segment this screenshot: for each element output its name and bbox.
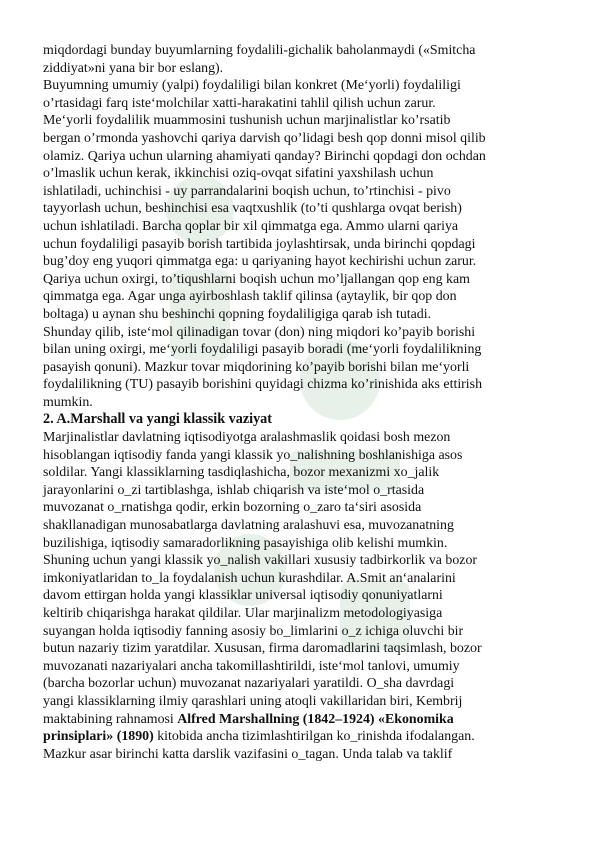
bold-citation: prinsiplari» (1890) xyxy=(43,729,154,745)
text-line: foydalilikning (TU) pasayib borishini quyidagi chizma ko’rinishida aks ettirish xyxy=(43,377,483,393)
text-line: davom ettirgan holda yangi klassiklar universal iqtisodiy qonuniyatlarni xyxy=(43,588,443,604)
text-line: tayyorlash uchun, beshinchisi esa vaqtxushlik (to’ti qushlarga ovqat berish) xyxy=(43,201,462,217)
text-line: bergan o’rmonda yashovchi qariya darvish qo’lidagi besh qop donni misol qilib xyxy=(43,130,486,146)
text-line: miqdordagi bunday buyumlarning foydalili-gichalik baholanmaydi («Smitcha xyxy=(43,43,476,58)
text-line: Mazkur asar birinchi katta darslik vazifasini o_tagan. Unda talab va taklif xyxy=(43,746,453,762)
text-line: muvozanati nazariyalari ancha takomillashtirildi, iste‘mol tanlovi, umumiy xyxy=(43,658,460,674)
text-line: ishlatiladi, uchinchisi - uy parrandalarini boqish uchun, to’rtinchisi - pivo xyxy=(43,183,451,199)
text-line: boltaga) u aynan shu beshinchi qopning foydaliligiga qarab ish tutadi. xyxy=(43,306,432,322)
text-line: Me‘yorli foydalilik muammosini tushunish uchun marjinalistlar ko’rsatib xyxy=(43,113,451,129)
text-line: bilan uning oxirgi, me‘yorli foydaliligi pasayib boradi (me‘yorli foydalilikning xyxy=(43,342,482,358)
bold-citation: Alfred Marshallning (1842–1924) «Ekonomika xyxy=(177,711,454,727)
text-line: keltirib chiqarishga harakat qildilar. Ular marjinalizm metodologiyasiga xyxy=(43,606,443,621)
text-line: muvozanat o_rnatishga qodir, erkin bozorning o_zaro ta‘siri asosida xyxy=(43,500,422,516)
text-line xyxy=(43,711,563,729)
text-line: o’lmaslik uchun kerak, ikkinchisi oziq-ovqat sifatini yaxshilash uchun xyxy=(43,166,434,182)
text-line: butun nazariy tizim yaratdilar. Xususan, firma daromadlarini taqsimlash, bozor xyxy=(43,641,482,657)
text-line: bug’doy eng yuqori qimmatga ega: u qariyaning hayot kechirishi uchun zarur. xyxy=(43,254,477,270)
text-line: Buyumning umumiy (yalpi) foydaliligi bilan konkret (Me‘yorli) foydaliligi xyxy=(43,78,461,94)
text-line: jarayonlarini o_zi tartiblashga, ishlab chiqarish va iste‘mol o_rtasida xyxy=(43,482,425,498)
text-line: Marjinalistlar davlatning iqtisodiyotga aralashmaslik qoidasi bosh mezon xyxy=(43,430,451,446)
text-line: buzilishiga, iqtisodiy samaradorlikning pasayishiga olib kelishi mumkin. xyxy=(43,535,448,551)
document-body xyxy=(43,42,563,763)
text-line: mumkin. xyxy=(43,394,93,410)
text-line: ziddiyat»ni yana bir bor eslang). xyxy=(43,60,224,76)
text-line: shakllanadigan munosabatlarga davlatning aralashuvi esa, muvozanatning xyxy=(43,518,454,534)
text-line: Qariya uchun oxirgi, to’tiqushlarni boqish uchun mo’ljallangan qop eng kam xyxy=(43,271,470,287)
text-line: pasayish qonuni). Mazkur tovar miqdorining ko’payib borishi bilan me‘yorli xyxy=(43,359,470,375)
text-line: suyangan holda iqtisodiy fanning asosiy bo_limlarini o_z ichiga oluvchi bir xyxy=(43,623,464,639)
text-line: imkoniyatlaridan to_la foydalanish uchun kurashdilar. A.Smit an‘analarini xyxy=(43,570,456,586)
text-line: (barcha bozorlar uchun) muvozanat nazariyalari yaratildi. O_sha davrdagi xyxy=(43,676,455,692)
text-run: maktabining rahnamosi xyxy=(43,711,178,727)
text-line xyxy=(43,728,563,746)
text-line: qimmatga ega. Agar unga ayirboshlash taklif qilinsa (aytaylik, bir qop don xyxy=(43,289,457,305)
text-line: hisoblangan iqtisodiy fanda yangi klassik yo_nalishning boshlanishiga asos xyxy=(43,447,463,463)
text-line: Shunday qilib, iste‘mol qilinadigan tovar (don) ning miqdori ko’payib borishi xyxy=(43,324,476,340)
text-line: uchun foydaliligi pasayib borish tartibida joylashtirsak, unda birinchi qopdagi xyxy=(43,236,476,252)
text-line: o’rtasidagi farq iste‘molchilar xatti-harakatini tahlil qilish uchun zarur. xyxy=(43,95,436,111)
text-line: soldilar. Yangi klassiklarning tasdiqlashicha, bozor mexanizmi xo_jalik xyxy=(43,465,440,481)
section-heading: 2. A.Marshall va yangi klassik vaziyat xyxy=(43,411,272,428)
text-line: uchun ishlatiladi. Barcha qoplar bir xil qimmatga ega. Ammo ularni qariya xyxy=(43,218,459,234)
text-line: yangi klassiklarning ilmiy qarashlari uning atoqli vakillaridan biri, Kembrij xyxy=(43,693,463,709)
text-run: kitobida ancha tizimlashtirilgan ko_rinishda ifodalangan. xyxy=(153,729,475,745)
text-line: Shuning uchun yangi klassik yo_nalish vakillari xususiy tadbirkorlik va bozor xyxy=(43,553,478,569)
text-line: olamiz. Qariya uchun ularning ahamiyati qanday? Birinchi qopdagi don ochdan xyxy=(43,148,486,164)
